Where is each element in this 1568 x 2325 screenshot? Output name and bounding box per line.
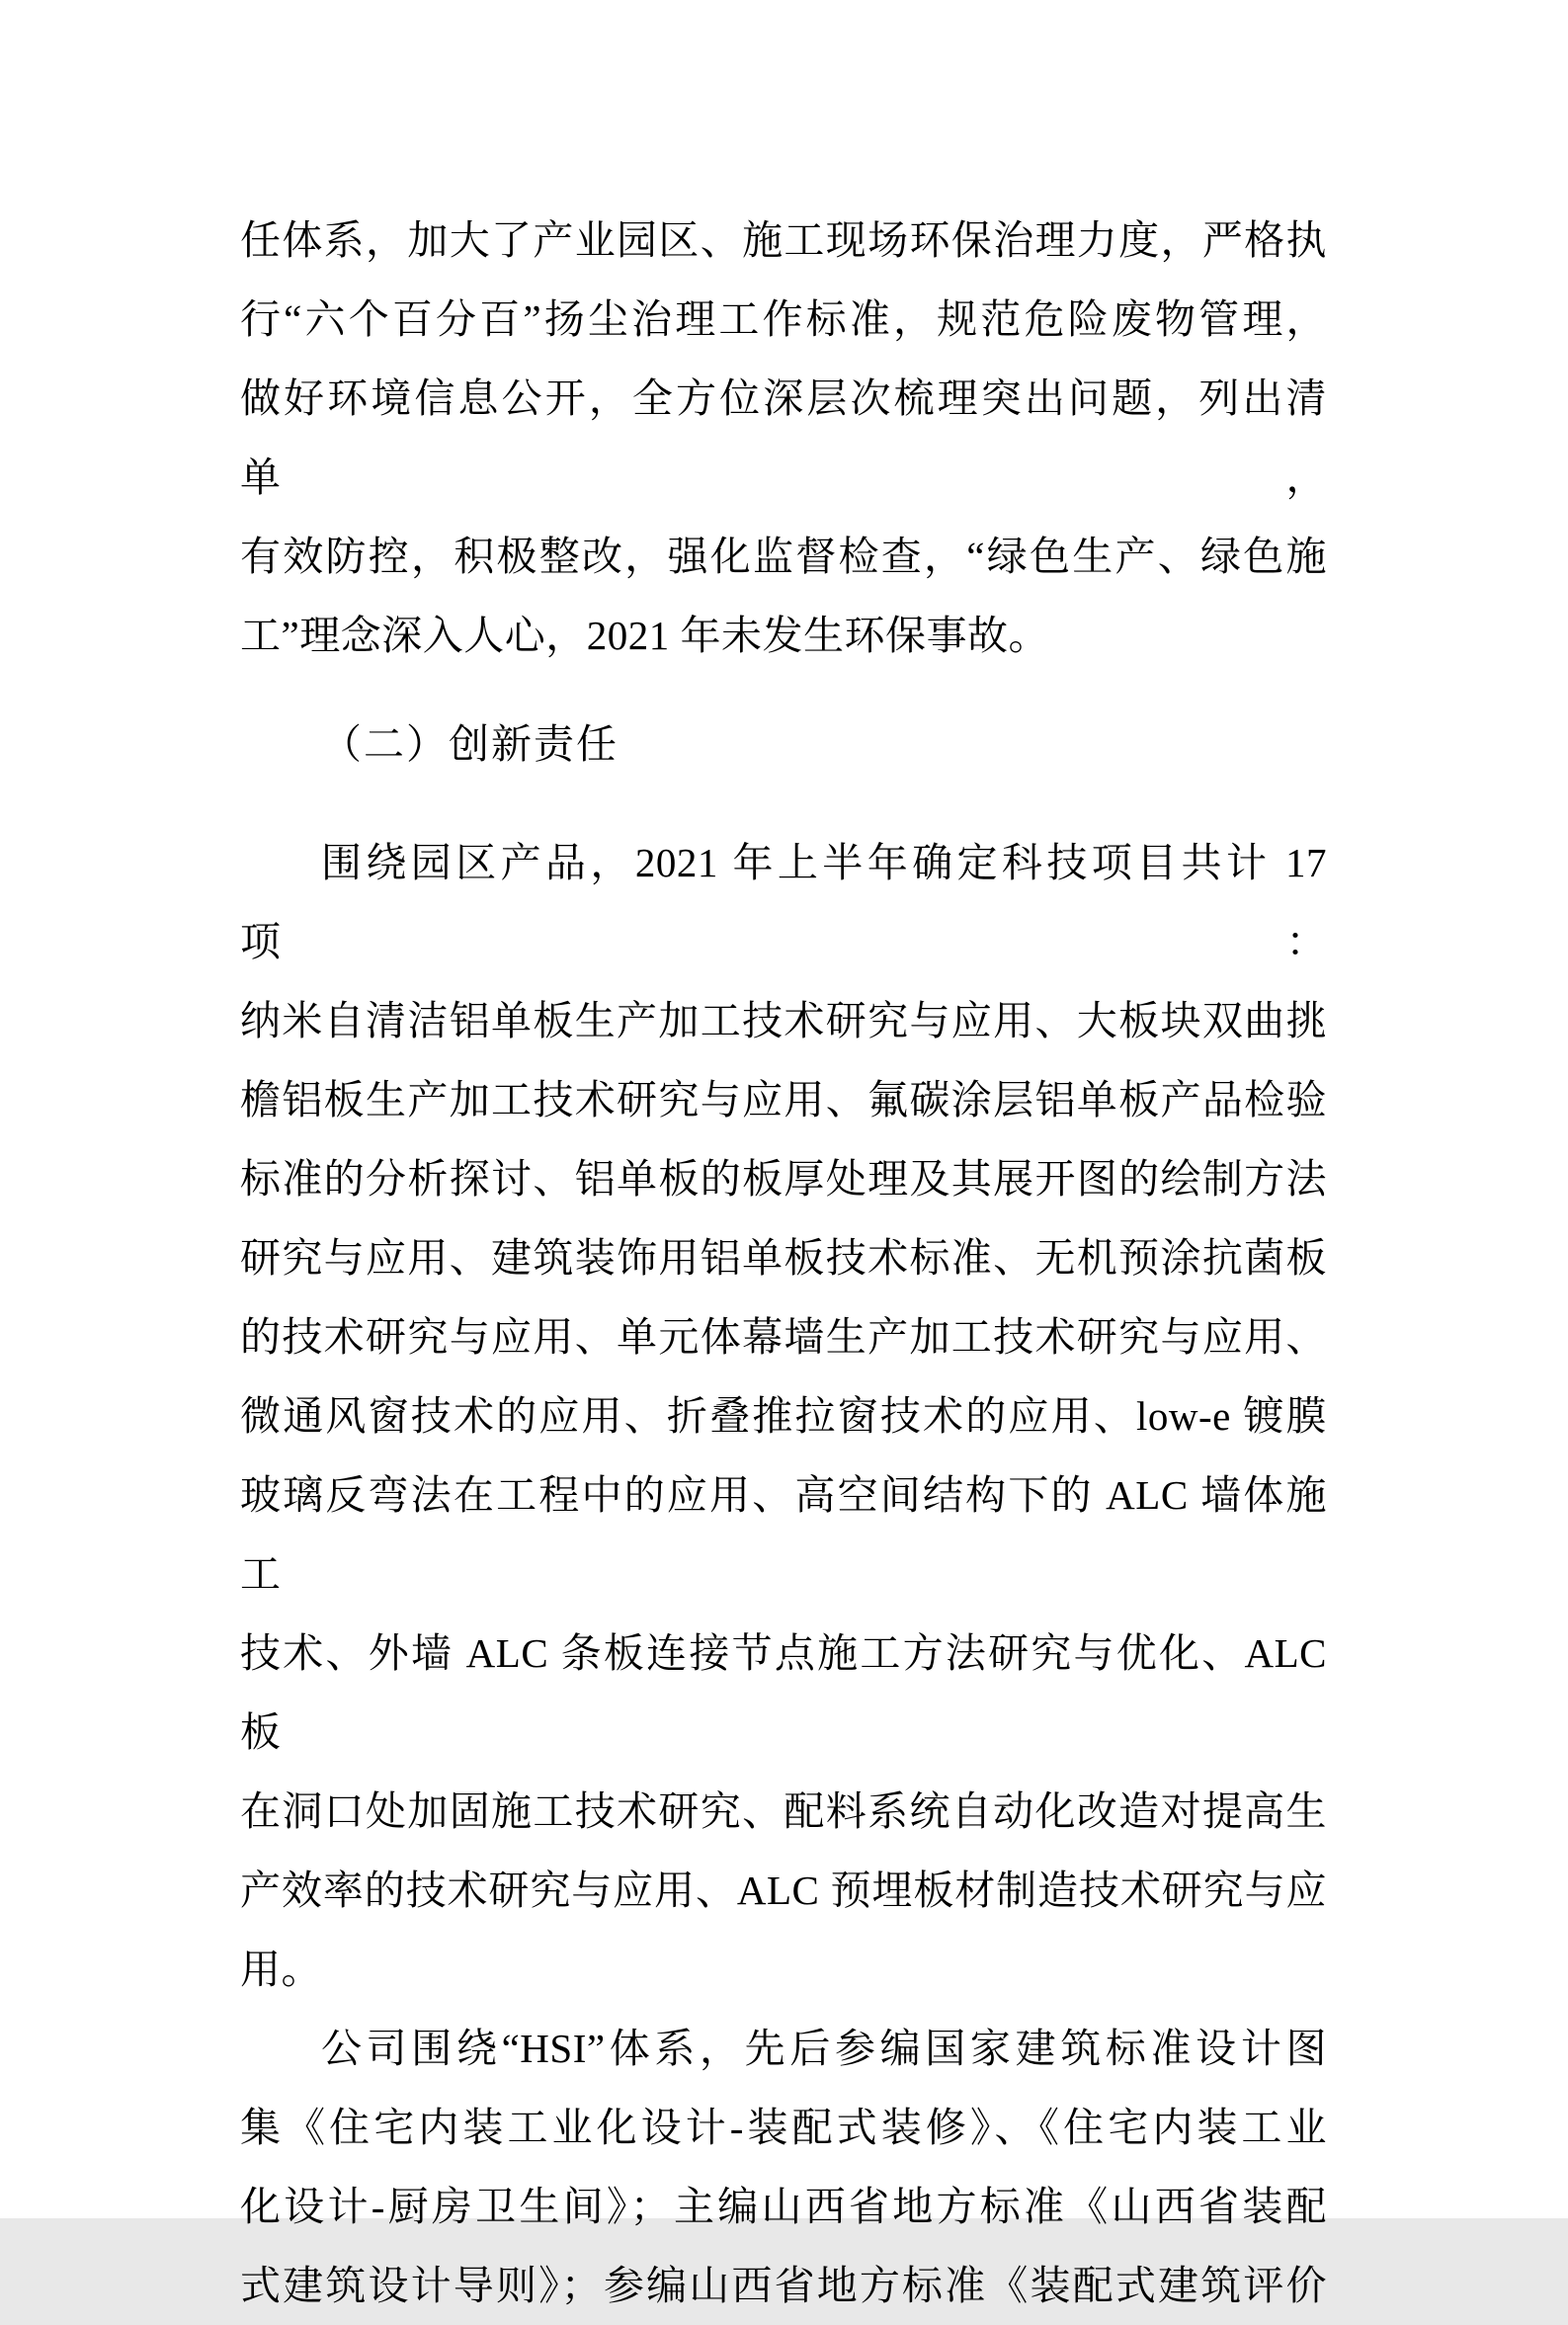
text-line: 围绕园区产品，2021 年上半年确定科技项目共计 17 项： bbox=[240, 840, 1327, 964]
text-line: 化设计-厨房卫生间》；主编山西省地方标准《山西省装配 bbox=[240, 2184, 1327, 2229]
text-line: 行“六个百分百”扬尘治理工作标准，规范危险废物管理， bbox=[240, 296, 1327, 342]
paragraph-environment-responsibility bbox=[240, 201, 1327, 675]
paragraph-hsi-standards bbox=[240, 2009, 1327, 2325]
text-line: 做好环境信息公开，全方位深层次梳理突出问题，列出清单， bbox=[240, 375, 1327, 500]
text-line: 的技术研究与应用、单元体幕墙生产加工技术研究与应用、 bbox=[240, 1314, 1327, 1360]
text-line: 产效率的技术研究与应用、ALC 预埋板材制造技术研究与应 bbox=[240, 1868, 1327, 1913]
text-line: 檐铝板生产加工技术研究与应用、氟碳涂层铝单板产品检验 bbox=[240, 1077, 1327, 1122]
text-line: 有效防控，积极整改，强化监督检查，“绿色生产、绿色施 bbox=[240, 534, 1327, 579]
text-line: 任体系，加大了产业园区、施工现场环保治理力度，严格执 bbox=[240, 217, 1327, 263]
paragraph-science-projects bbox=[240, 823, 1327, 2009]
section-heading-innovation-responsibility: （二）创新责任 bbox=[321, 721, 619, 767]
page-content bbox=[240, 201, 1327, 2325]
text-line: 用。 bbox=[240, 1947, 322, 1992]
text-line: 研究与应用、建筑装饰用铝单板技术标准、无机预涂抗菌板 bbox=[240, 1235, 1327, 1281]
text-line: 式建筑设计导则》；参编山西省地方标准《装配式建筑评价 bbox=[240, 2263, 1327, 2308]
text-line: 微通风窗技术的应用、折叠推拉窗技术的应用、low-e 镀膜 bbox=[240, 1393, 1327, 1439]
text-line: 技术、外墙 ALC 条板连接节点施工方法研究与优化、ALC 板 bbox=[240, 1630, 1327, 1755]
text-line: 工”理念深入人心，2021 年未发生环保事故。 bbox=[240, 613, 1049, 658]
text-line: 标准的分析探讨、铝单板的板厚处理及其展开图的绘制方法 bbox=[240, 1156, 1327, 1202]
text-line: 在洞口处加固施工技术研究、配料系统自动化改造对提高生 bbox=[240, 1788, 1327, 1834]
text-line: 玻璃反弯法在工程中的应用、高空间结构下的 ALC 墙体施工 bbox=[240, 1472, 1327, 1597]
text-line: 集《住宅内装工业化设计-装配式装修》、《住宅内装工业 bbox=[240, 2105, 1327, 2150]
text-line: 纳米自清洁铝单板生产加工技术研究与应用、大板块双曲挑 bbox=[240, 998, 1327, 1043]
text-line: 公司围绕“HSI”体系，先后参编国家建筑标准设计图 bbox=[321, 2026, 1327, 2071]
